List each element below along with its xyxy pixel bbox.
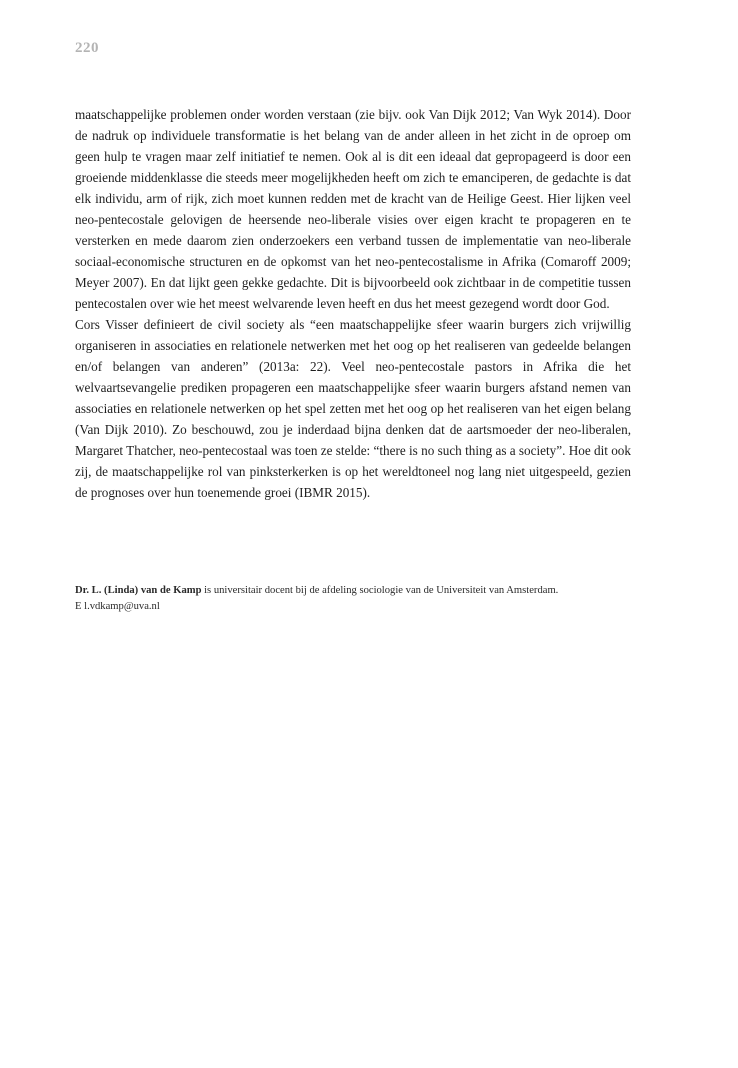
paragraph: maatschappelijke problemen onder worden verstaan (zie bijv. ook Van Dijk 2012; Van Wyk 2014). Door de nadruk op individuele transformatie is het belang van de ander alleen in het zicht in de oproep om geen hulp te vragen maar zelf initiatief te nemen. Ook al is dit een ideaal dat gepropageerd is door een groeiende middenklasse die steeds meer mogelijkheden heeft om zich te emanciperen, de gedachte is dat elk individu, arm of rijk, zich moet kunnen redden met de kracht van de Heilige Geest. Hier lijken veel neo-pentecostale gelovigen de heersende neo-liberale visies over eigen kracht te propageren en te versterken en mede daarom zien onderzoekers een verband tussen de implementatie van neo-liberale sociaal-economische structuren en de opkomst van het neo-pentecostalisme in Afrika (Comaroff 2009; Meyer 2007). En dat lijkt geen gekke gedachte. Dit is bijvoorbeeld ook zichtbaar in de competitie tussen pentecostalen over wie het meest welvarende leven heeft en dus het meest gezegend wordt door God.	[75, 107, 631, 311]
author-email[interactable]: E l.vdkamp@uva.nl	[75, 601, 160, 612]
body-text	[75, 104, 631, 503]
author-bio	[75, 583, 635, 599]
page-number: 220	[75, 40, 99, 56]
author-note	[75, 583, 635, 615]
paragraph: Cors Visser definieert de civil society als “een maatschappelijke sfeer waarin burgers zich vrijwillig organiseren in associaties en relationele netwerken met het oog op het realiseren van gedeelde belangen en/of belangen van anderen” (2013a: 22). Veel neo-pentecostale pastors in Afrika die het welvaartsevangelie prediken propageren een maatschappelijke sfeer waarin burgers afstand nemen van associaties en relationele netwerken op het spel zetten met het oog op het realiseren van het eigen belang (Van Dijk 2010). Zo beschouwd, zou je inderdaad bijna denken dat de aartsmoeder der neo-liberalen, Margaret Thatcher, neo-pentecostaal was toen ze stelde: “there is no such thing as a society”. Hoe dit ook zij, de maatschappelijke rol van pinksterkerken is op het wereldtoneel nog lang niet uitgespeeld, gezien de prognoses over hun toenemende groei (IBMR 2015).	[75, 317, 631, 500]
author-description: is universitair docent bij de afdeling sociologie van de Universiteit van Amsterdam.	[201, 585, 559, 596]
author-name: Dr. L. (Linda) van de Kamp	[75, 585, 202, 596]
